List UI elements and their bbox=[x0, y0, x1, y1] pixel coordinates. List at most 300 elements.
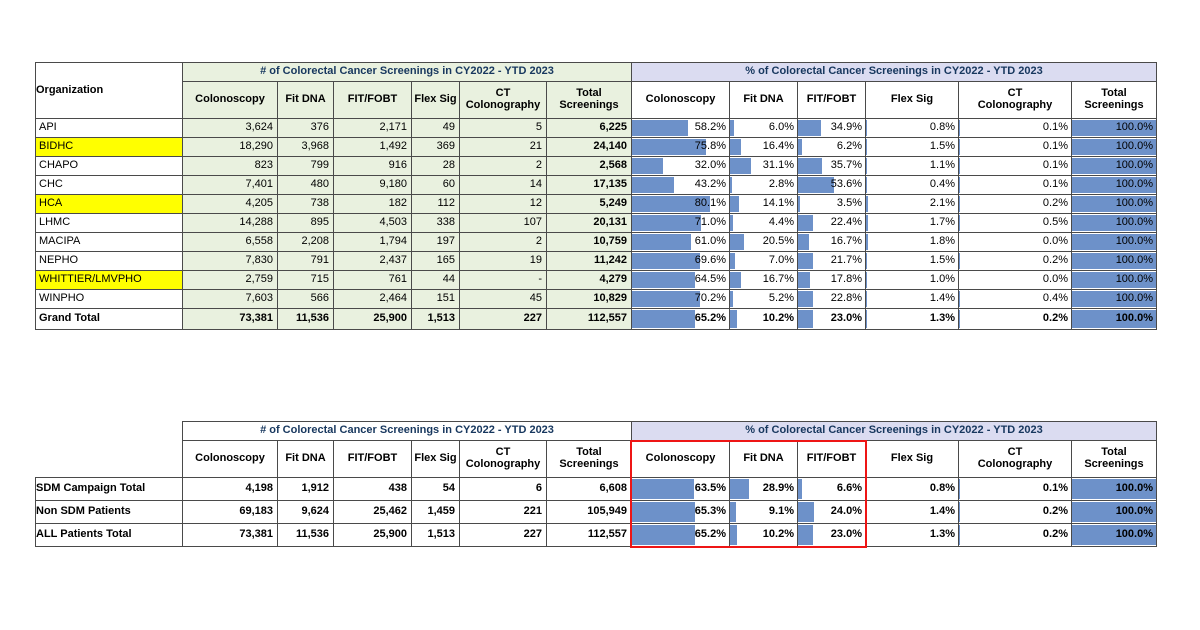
count-cell: 1,794 bbox=[334, 233, 412, 252]
percent-value: 100.0% bbox=[1115, 235, 1153, 248]
count-cell: 761 bbox=[334, 271, 412, 290]
percent-cell bbox=[959, 252, 1072, 271]
counts-section-title: # of Colorectal Cancer Screenings in CY2022 - YTD 2023 bbox=[183, 422, 632, 441]
table-row bbox=[36, 290, 1157, 309]
percent-cell bbox=[1072, 138, 1157, 157]
org-cell: BIDHC bbox=[36, 138, 183, 157]
percent-cell bbox=[1072, 252, 1157, 271]
percent-cell bbox=[730, 157, 798, 176]
count-cell: 3,968 bbox=[278, 138, 334, 157]
percent-value: 100.0% bbox=[1115, 159, 1153, 172]
count-cell: 7,401 bbox=[183, 176, 278, 195]
count-cell: 49 bbox=[412, 119, 460, 138]
percent-value: 0.2% bbox=[1042, 197, 1068, 210]
percent-cell bbox=[632, 478, 730, 501]
percent-value: 10.2% bbox=[762, 312, 794, 325]
column-header: Colonoscopy bbox=[183, 441, 278, 478]
percent-cell bbox=[1072, 524, 1157, 547]
percent-value: 21.7% bbox=[830, 254, 862, 267]
percent-cell bbox=[798, 214, 866, 233]
count-cell: 2 bbox=[460, 233, 547, 252]
table-row bbox=[36, 157, 1157, 176]
count-cell: 2 bbox=[460, 157, 547, 176]
org-screenings-table bbox=[35, 62, 1157, 330]
count-cell: 112,557 bbox=[547, 309, 632, 330]
org-table-grid bbox=[35, 62, 1157, 330]
column-header: Colonoscopy bbox=[632, 441, 730, 478]
percent-cell bbox=[798, 138, 866, 157]
count-cell: 25,900 bbox=[334, 524, 412, 547]
count-cell: 54 bbox=[412, 478, 460, 501]
count-cell: 4,279 bbox=[547, 271, 632, 290]
column-header: FIT/FOBT bbox=[334, 82, 412, 119]
percent-value: 28.9% bbox=[762, 482, 794, 495]
percent-value: 7.0% bbox=[768, 254, 794, 267]
count-cell: 221 bbox=[460, 501, 547, 524]
percent-value: 0.2% bbox=[1042, 254, 1068, 267]
percent-value: 1.5% bbox=[929, 254, 955, 267]
column-header: Total Screenings bbox=[547, 441, 632, 478]
percent-value: 69.6% bbox=[694, 254, 726, 267]
percent-value: 6.6% bbox=[836, 482, 862, 495]
count-cell: 369 bbox=[412, 138, 460, 157]
count-cell: 227 bbox=[460, 524, 547, 547]
column-header: Fit DNA bbox=[278, 441, 334, 478]
count-cell: 799 bbox=[278, 157, 334, 176]
org-cell: LHMC bbox=[36, 214, 183, 233]
percent-cell bbox=[959, 176, 1072, 195]
percent-cell bbox=[632, 501, 730, 524]
count-cell: 21 bbox=[460, 138, 547, 157]
percent-value: 65.2% bbox=[694, 528, 726, 541]
percent-cell bbox=[798, 195, 866, 214]
count-cell: 1,459 bbox=[412, 501, 460, 524]
percent-cell bbox=[730, 214, 798, 233]
count-cell: 4,503 bbox=[334, 214, 412, 233]
count-cell: 916 bbox=[334, 157, 412, 176]
count-cell: 60 bbox=[412, 176, 460, 195]
percent-value: 100.0% bbox=[1115, 312, 1153, 325]
percent-value: 100.0% bbox=[1115, 505, 1153, 518]
percent-value: 80.1% bbox=[694, 197, 726, 210]
org-cell: CHC bbox=[36, 176, 183, 195]
percent-cell bbox=[632, 309, 730, 330]
percent-cell bbox=[959, 195, 1072, 214]
percent-cell bbox=[632, 195, 730, 214]
percent-cell bbox=[730, 478, 798, 501]
percent-value: 100.0% bbox=[1115, 178, 1153, 191]
count-cell: 182 bbox=[334, 195, 412, 214]
count-cell: 2,759 bbox=[183, 271, 278, 290]
percent-cell bbox=[866, 309, 959, 330]
count-cell: 5 bbox=[460, 119, 547, 138]
count-cell: 1,912 bbox=[278, 478, 334, 501]
percent-cell bbox=[866, 233, 959, 252]
percent-value: 2.8% bbox=[768, 178, 794, 191]
percent-cell bbox=[866, 195, 959, 214]
percent-cell bbox=[798, 524, 866, 547]
percent-cell bbox=[730, 176, 798, 195]
percent-cell bbox=[632, 271, 730, 290]
count-cell: 73,381 bbox=[183, 309, 278, 330]
sdm-summary-table bbox=[35, 421, 1157, 547]
percent-value: 0.2% bbox=[1042, 528, 1068, 541]
percent-value: 0.1% bbox=[1042, 178, 1068, 191]
percent-cell bbox=[959, 233, 1072, 252]
column-header: Flex Sig bbox=[412, 441, 460, 478]
count-cell: 4,205 bbox=[183, 195, 278, 214]
percent-cell bbox=[798, 309, 866, 330]
count-cell: 227 bbox=[460, 309, 547, 330]
column-header: Fit DNA bbox=[278, 82, 334, 119]
percent-value: 22.4% bbox=[830, 216, 862, 229]
percent-cell bbox=[632, 157, 730, 176]
percent-value: 6.0% bbox=[768, 121, 794, 134]
percent-cell bbox=[866, 157, 959, 176]
percent-cell bbox=[730, 252, 798, 271]
percents-section-title: % of Colorectal Cancer Screenings in CY2022 - YTD 2023 bbox=[632, 422, 1157, 441]
percent-cell bbox=[959, 138, 1072, 157]
row-label-cell: ALL Patients Total bbox=[36, 524, 183, 547]
percent-cell bbox=[866, 524, 959, 547]
sdm-table-grid bbox=[35, 421, 1157, 547]
percent-cell bbox=[632, 214, 730, 233]
percent-cell bbox=[1072, 233, 1157, 252]
count-cell: 823 bbox=[183, 157, 278, 176]
count-cell: 24,140 bbox=[547, 138, 632, 157]
table-row bbox=[36, 119, 1157, 138]
percent-cell bbox=[798, 157, 866, 176]
count-cell: 10,829 bbox=[547, 290, 632, 309]
percent-value: 9.1% bbox=[768, 505, 794, 518]
org-cell: MACIPA bbox=[36, 233, 183, 252]
percent-value: 100.0% bbox=[1115, 273, 1153, 286]
count-cell: 69,183 bbox=[183, 501, 278, 524]
count-cell: 2,464 bbox=[334, 290, 412, 309]
percent-value: 0.0% bbox=[1042, 273, 1068, 286]
count-cell: 20,131 bbox=[547, 214, 632, 233]
percent-cell bbox=[632, 176, 730, 195]
percent-cell bbox=[1072, 176, 1157, 195]
percent-cell bbox=[959, 119, 1072, 138]
column-header: CT Colonography bbox=[959, 441, 1072, 478]
percent-value: 100.0% bbox=[1115, 121, 1153, 134]
count-cell: 25,462 bbox=[334, 501, 412, 524]
percent-cell bbox=[866, 290, 959, 309]
percent-value: 61.0% bbox=[694, 235, 726, 248]
percent-value: 0.0% bbox=[1042, 235, 1068, 248]
percent-cell bbox=[1072, 271, 1157, 290]
percent-cell bbox=[866, 252, 959, 271]
percent-value: 23.0% bbox=[830, 528, 862, 541]
percent-cell bbox=[730, 271, 798, 290]
percent-value: 1.4% bbox=[929, 505, 955, 518]
count-cell: 6 bbox=[460, 478, 547, 501]
percent-value: 53.6% bbox=[830, 178, 862, 191]
percent-value: 23.0% bbox=[830, 312, 862, 325]
count-cell: 895 bbox=[278, 214, 334, 233]
count-cell: 438 bbox=[334, 478, 412, 501]
column-header: Fit DNA bbox=[730, 441, 798, 478]
column-header: FIT/FOBT bbox=[798, 82, 866, 119]
org-cell: Grand Total bbox=[36, 309, 183, 330]
percent-value: 100.0% bbox=[1115, 254, 1153, 267]
table-row bbox=[36, 501, 1157, 524]
percent-value: 0.4% bbox=[1042, 292, 1068, 305]
count-cell: 19 bbox=[460, 252, 547, 271]
percent-value: 1.5% bbox=[929, 140, 955, 153]
count-cell: 376 bbox=[278, 119, 334, 138]
column-header: FIT/FOBT bbox=[798, 441, 866, 478]
table-row bbox=[36, 309, 1157, 330]
count-cell: 14 bbox=[460, 176, 547, 195]
percent-value: 16.4% bbox=[762, 140, 794, 153]
percent-value: 1.3% bbox=[929, 312, 955, 325]
column-header: CT Colonography bbox=[460, 441, 547, 478]
organization-header: Organization bbox=[36, 63, 183, 119]
percent-value: 58.2% bbox=[694, 121, 726, 134]
percent-value: 20.5% bbox=[762, 235, 794, 248]
percent-value: 71.0% bbox=[694, 216, 726, 229]
count-cell: - bbox=[460, 271, 547, 290]
table-row bbox=[36, 214, 1157, 233]
percent-value: 0.5% bbox=[1042, 216, 1068, 229]
percent-cell bbox=[798, 176, 866, 195]
percent-cell bbox=[1072, 290, 1157, 309]
percent-value: 3.5% bbox=[836, 197, 862, 210]
table-row bbox=[36, 233, 1157, 252]
percent-value: 100.0% bbox=[1115, 140, 1153, 153]
count-cell: 14,288 bbox=[183, 214, 278, 233]
percent-value: 0.1% bbox=[1042, 140, 1068, 153]
count-cell: 4,198 bbox=[183, 478, 278, 501]
percent-value: 22.8% bbox=[830, 292, 862, 305]
percent-cell bbox=[730, 524, 798, 547]
count-cell: 6,608 bbox=[547, 478, 632, 501]
percent-cell bbox=[1072, 214, 1157, 233]
count-cell: 791 bbox=[278, 252, 334, 271]
percent-value: 75.8% bbox=[694, 140, 726, 153]
percent-value: 100.0% bbox=[1115, 292, 1153, 305]
org-cell: WHITTIER/LMVPHO bbox=[36, 271, 183, 290]
percent-value: 32.0% bbox=[694, 159, 726, 172]
percent-value: 31.1% bbox=[762, 159, 794, 172]
count-cell: 28 bbox=[412, 157, 460, 176]
org-cell: HCA bbox=[36, 195, 183, 214]
percent-cell bbox=[632, 252, 730, 271]
percent-cell bbox=[730, 195, 798, 214]
column-header: FIT/FOBT bbox=[334, 441, 412, 478]
percent-cell bbox=[866, 271, 959, 290]
percent-cell bbox=[798, 501, 866, 524]
percent-cell bbox=[632, 524, 730, 547]
percent-cell bbox=[959, 157, 1072, 176]
percent-value: 2.1% bbox=[929, 197, 955, 210]
org-cell: CHAPO bbox=[36, 157, 183, 176]
percent-cell bbox=[1072, 195, 1157, 214]
percent-cell bbox=[798, 119, 866, 138]
percent-value: 34.9% bbox=[830, 121, 862, 134]
percent-cell bbox=[1072, 501, 1157, 524]
org-cell: NEPHO bbox=[36, 252, 183, 271]
percent-cell bbox=[1072, 157, 1157, 176]
percent-value: 0.1% bbox=[1042, 159, 1068, 172]
count-cell: 165 bbox=[412, 252, 460, 271]
percent-value: 0.2% bbox=[1042, 312, 1068, 325]
percent-value: 70.2% bbox=[694, 292, 726, 305]
percent-value: 100.0% bbox=[1115, 216, 1153, 229]
percent-value: 100.0% bbox=[1115, 197, 1153, 210]
count-cell: 6,225 bbox=[547, 119, 632, 138]
table-row bbox=[36, 138, 1157, 157]
column-header: Flex Sig bbox=[866, 82, 959, 119]
column-header: CT Colonography bbox=[959, 82, 1072, 119]
count-cell: 1,513 bbox=[412, 524, 460, 547]
percent-cell bbox=[1072, 478, 1157, 501]
table-row bbox=[36, 252, 1157, 271]
percent-value: 43.2% bbox=[694, 178, 726, 191]
percent-value: 1.8% bbox=[929, 235, 955, 248]
percent-cell bbox=[632, 290, 730, 309]
percent-cell bbox=[866, 119, 959, 138]
count-cell: 11,536 bbox=[278, 309, 334, 330]
percent-value: 0.8% bbox=[929, 482, 955, 495]
percent-value: 65.3% bbox=[694, 505, 726, 518]
row-label-cell: Non SDM Patients bbox=[36, 501, 183, 524]
count-cell: 10,759 bbox=[547, 233, 632, 252]
row-label-cell: SDM Campaign Total bbox=[36, 478, 183, 501]
count-cell: 1,492 bbox=[334, 138, 412, 157]
column-header: Total Screenings bbox=[1072, 82, 1157, 119]
percent-value: 5.2% bbox=[768, 292, 794, 305]
column-header: CT Colonography bbox=[460, 82, 547, 119]
percent-cell bbox=[730, 309, 798, 330]
percent-value: 0.8% bbox=[929, 121, 955, 134]
percent-cell bbox=[798, 290, 866, 309]
count-cell: 9,624 bbox=[278, 501, 334, 524]
column-header: Total Screenings bbox=[547, 82, 632, 119]
count-cell: 151 bbox=[412, 290, 460, 309]
count-cell: 1,513 bbox=[412, 309, 460, 330]
percent-value: 16.7% bbox=[762, 273, 794, 286]
count-cell: 17,135 bbox=[547, 176, 632, 195]
percent-value: 6.2% bbox=[836, 140, 862, 153]
percent-cell bbox=[866, 176, 959, 195]
percent-value: 4.4% bbox=[768, 216, 794, 229]
percent-value: 65.2% bbox=[694, 312, 726, 325]
column-header: Fit DNA bbox=[730, 82, 798, 119]
percent-value: 0.1% bbox=[1042, 482, 1068, 495]
percent-cell bbox=[866, 501, 959, 524]
percent-value: 35.7% bbox=[830, 159, 862, 172]
percent-cell bbox=[798, 233, 866, 252]
percent-value: 100.0% bbox=[1115, 482, 1153, 495]
percent-cell bbox=[632, 138, 730, 157]
org-cell: WINPHO bbox=[36, 290, 183, 309]
count-cell: 18,290 bbox=[183, 138, 278, 157]
percent-value: 1.3% bbox=[929, 528, 955, 541]
count-cell: 11,536 bbox=[278, 524, 334, 547]
table-row bbox=[36, 195, 1157, 214]
percent-cell bbox=[730, 138, 798, 157]
count-cell: 566 bbox=[278, 290, 334, 309]
count-cell: 105,949 bbox=[547, 501, 632, 524]
count-cell: 112,557 bbox=[547, 524, 632, 547]
count-cell: 11,242 bbox=[547, 252, 632, 271]
count-cell: 2,568 bbox=[547, 157, 632, 176]
percent-cell bbox=[959, 271, 1072, 290]
count-cell: 7,830 bbox=[183, 252, 278, 271]
percent-value: 0.1% bbox=[1042, 121, 1068, 134]
count-cell: 12 bbox=[460, 195, 547, 214]
percent-cell bbox=[798, 478, 866, 501]
count-cell: 112 bbox=[412, 195, 460, 214]
percent-value: 10.2% bbox=[762, 528, 794, 541]
table-row bbox=[36, 524, 1157, 547]
percent-cell bbox=[959, 524, 1072, 547]
count-cell: 25,900 bbox=[334, 309, 412, 330]
percent-cell bbox=[959, 478, 1072, 501]
percent-cell bbox=[798, 252, 866, 271]
percent-value: 17.8% bbox=[830, 273, 862, 286]
column-header: Flex Sig bbox=[412, 82, 460, 119]
count-cell: 2,208 bbox=[278, 233, 334, 252]
column-header: Colonoscopy bbox=[183, 82, 278, 119]
spacer-cell bbox=[36, 422, 183, 478]
count-cell: 2,437 bbox=[334, 252, 412, 271]
count-cell: 6,558 bbox=[183, 233, 278, 252]
counts-section-title: # of Colorectal Cancer Screenings in CY2022 - YTD 2023 bbox=[183, 63, 632, 82]
org-cell: API bbox=[36, 119, 183, 138]
percent-value: 0.4% bbox=[929, 178, 955, 191]
percent-cell bbox=[959, 309, 1072, 330]
percent-value: 64.5% bbox=[694, 273, 726, 286]
percent-cell bbox=[798, 271, 866, 290]
count-cell: 45 bbox=[460, 290, 547, 309]
percent-cell bbox=[959, 501, 1072, 524]
percent-cell bbox=[866, 478, 959, 501]
column-header: Flex Sig bbox=[866, 441, 959, 478]
percent-cell bbox=[730, 119, 798, 138]
count-cell: 2,171 bbox=[334, 119, 412, 138]
percent-cell bbox=[632, 233, 730, 252]
percent-cell bbox=[1072, 309, 1157, 330]
table-row bbox=[36, 176, 1157, 195]
count-cell: 9,180 bbox=[334, 176, 412, 195]
percent-value: 1.4% bbox=[929, 292, 955, 305]
percent-cell bbox=[632, 119, 730, 138]
percent-value: 14.1% bbox=[762, 197, 794, 210]
column-header: Colonoscopy bbox=[632, 82, 730, 119]
count-cell: 480 bbox=[278, 176, 334, 195]
percent-value: 24.0% bbox=[830, 505, 862, 518]
count-cell: 3,624 bbox=[183, 119, 278, 138]
percent-value: 16.7% bbox=[830, 235, 862, 248]
percent-value: 63.5% bbox=[694, 482, 726, 495]
percent-cell bbox=[1072, 119, 1157, 138]
percent-value: 100.0% bbox=[1115, 528, 1153, 541]
percent-value: 1.1% bbox=[929, 159, 955, 172]
count-cell: 73,381 bbox=[183, 524, 278, 547]
count-cell: 338 bbox=[412, 214, 460, 233]
percent-cell bbox=[730, 290, 798, 309]
count-cell: 738 bbox=[278, 195, 334, 214]
percent-cell bbox=[730, 501, 798, 524]
percent-cell bbox=[959, 290, 1072, 309]
percent-value: 1.7% bbox=[929, 216, 955, 229]
count-cell: 107 bbox=[460, 214, 547, 233]
percent-value: 1.0% bbox=[929, 273, 955, 286]
